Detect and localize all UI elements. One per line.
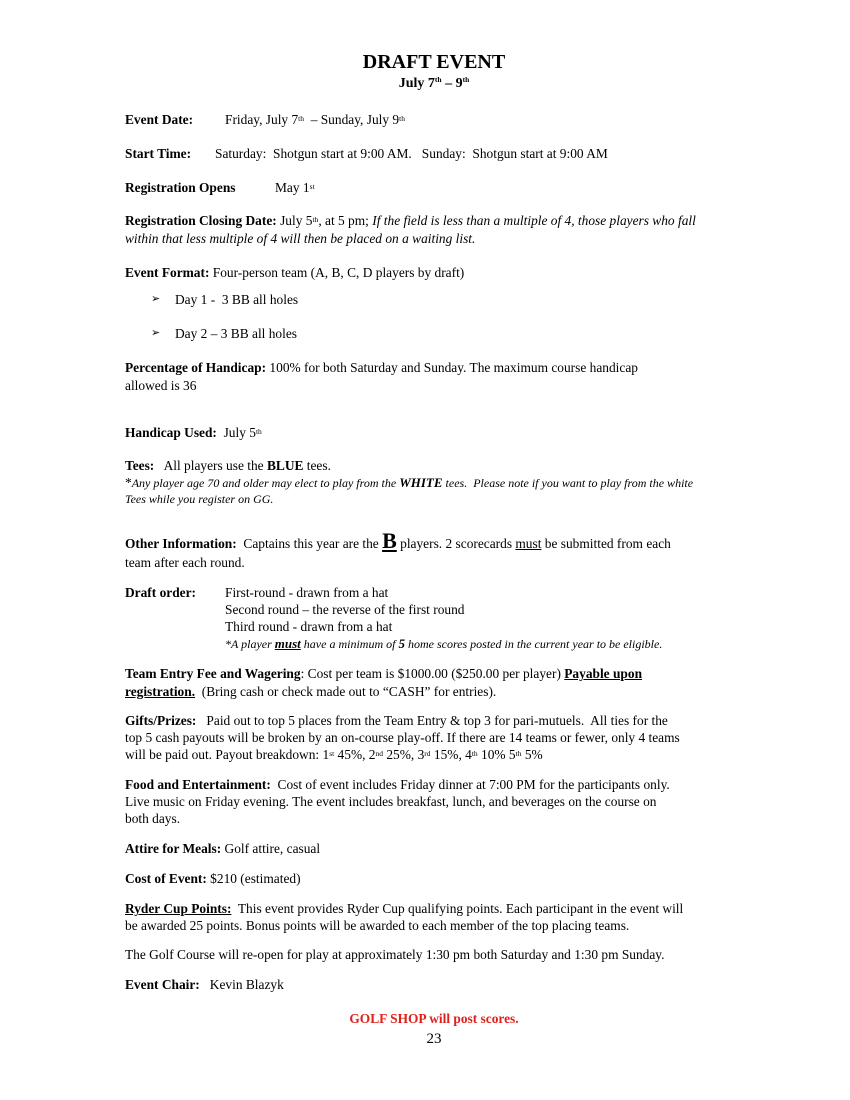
tees-line: Tees: All players use the BLUE tees. <box>125 458 331 473</box>
arrow-bullet-icon: ➢ <box>151 292 161 305</box>
gifts-label: Gifts/Prizes: <box>125 713 197 728</box>
entry-fee-line-2: registration. (Bring cash or check made out to “CASH” for entries). <box>125 684 497 699</box>
format-bullet-2: Day 2 – 3 BB all holes <box>175 326 297 341</box>
handicap-pct-line-2: allowed is 36 <box>125 378 197 393</box>
handicap-pct-line: Percentage of Handicap: 100% for both Saturday and Sunday. The maximum course handicap <box>125 360 638 375</box>
ryder-line-2: be awarded 25 points. Bonus points will be awarded to each member of the top placing teams. <box>125 918 630 933</box>
tees-note: *Any player age 70 and older may elect to play from the WHITE tees. Please note if you want to play from the white <box>125 475 694 490</box>
event-date-line: Event Date: Friday, July 7th – Sunday, July 9th <box>125 112 405 127</box>
draft-order-item: Third round - drawn from a hat <box>225 619 393 634</box>
cost-line: Cost of Event: $210 (estimated) <box>125 871 301 886</box>
format-bullet-1: Day 1 - 3 BB all holes <box>175 292 299 307</box>
page-number: 23 <box>426 1031 442 1047</box>
event-format-line: Event Format: Four-person team (A, B, C, D players by draft) <box>125 265 465 280</box>
gifts-line-3: will be paid out. Payout breakdown: 1st 45%, 2nd 25%, 3rd 15%, 4th 10% 5th 5% <box>125 747 543 762</box>
golf-shop-notice: GOLF SHOP will post scores. <box>349 1011 519 1026</box>
entry-fee-label: Team Entry Fee and Wagering <box>125 666 301 681</box>
handicap-pct-label: Percentage of Handicap: <box>125 360 267 375</box>
other-info-label: Other Information: <box>125 536 237 551</box>
page-subtitle: July 7th – 9th <box>398 75 470 91</box>
handicap-used-line: Handicap Used: July 5th <box>125 425 262 440</box>
registration-closing-note: within that less multiple of 4 will then be placed on a waiting list. <box>125 231 476 246</box>
gifts-line-2: top 5 cash payouts will be broken by an on-course play-off. If there are 14 teams or fewer, only 4 teams <box>125 730 680 745</box>
attire-label: Attire for Meals: <box>125 841 222 856</box>
other-info-line-2: team after each round. <box>125 555 245 570</box>
arrow-bullet-icon: ➢ <box>151 326 161 339</box>
food-line-2: Live music on Friday evening. The event includes breakfast, lunch, and beverages on the course on <box>125 794 657 809</box>
page-title: DRAFT EVENT <box>362 51 506 73</box>
handicap-used-label: Handicap Used: <box>125 425 217 440</box>
draft-order-note: *A player must have a minimum of 5 home scores posted in the current year to be eligible. <box>225 636 663 651</box>
registration-opens-label: Registration Opens <box>125 180 236 195</box>
food-line: Food and Entertainment: Cost of event includes Friday dinner at 7:00 PM for the participants only. <box>125 777 670 792</box>
event-chair-line: Event Chair: Kevin Blazyk <box>125 977 284 992</box>
tees-label: Tees: <box>125 458 155 473</box>
reopen-line: The Golf Course will re-open for play at approximately 1:30 pm both Saturday and 1:30 pm Sunday. <box>125 947 665 962</box>
ryder-label: Ryder Cup Points: <box>125 901 232 916</box>
event-format-label: Event Format: <box>125 265 210 280</box>
draft-order-item: First-round - drawn from a hat <box>225 585 389 600</box>
draft-order-label: Draft order: <box>125 585 197 600</box>
event-date-label: Event Date: <box>125 112 194 127</box>
gifts-line: Gifts/Prizes: Paid out to top 5 places from the Team Entry & top 3 for pari-mutuels. All ties for the <box>125 713 668 728</box>
tees-note-2: Tees while you register on GG. <box>125 492 274 506</box>
start-time-label: Start Time: <box>125 146 192 161</box>
cost-label: Cost of Event: <box>125 871 207 886</box>
event-chair-label: Event Chair: <box>125 977 200 992</box>
registration-opens-line: Registration Opens May 1st <box>125 180 315 195</box>
entry-fee-line: Team Entry Fee and Wagering: Cost per team is $1000.00 ($250.00 per player) Payable upon <box>125 666 643 681</box>
food-label: Food and Entertainment: <box>125 777 271 792</box>
other-info-line: Other Information: Captains this year are the B players. 2 scorecards must be submitted from each <box>125 528 671 553</box>
food-line-3: both days. <box>125 811 181 826</box>
ryder-line: Ryder Cup Points: This event provides Ryder Cup qualifying points. Each participant in the event will <box>125 901 684 916</box>
start-time-line: Start Time: Saturday: Shotgun start at 9:00 AM. Sunday: Shotgun start at 9:00 AM <box>125 146 608 161</box>
attire-line: Attire for Meals: Golf attire, casual <box>125 841 321 856</box>
registration-closing-label: Registration Closing Date: <box>125 213 277 228</box>
registration-closing-line: Registration Closing Date: July 5th, at 5 pm; If the field is less than a multiple of 4, those players who fall <box>125 213 696 228</box>
draft-order-item: Second round – the reverse of the first round <box>225 602 465 617</box>
